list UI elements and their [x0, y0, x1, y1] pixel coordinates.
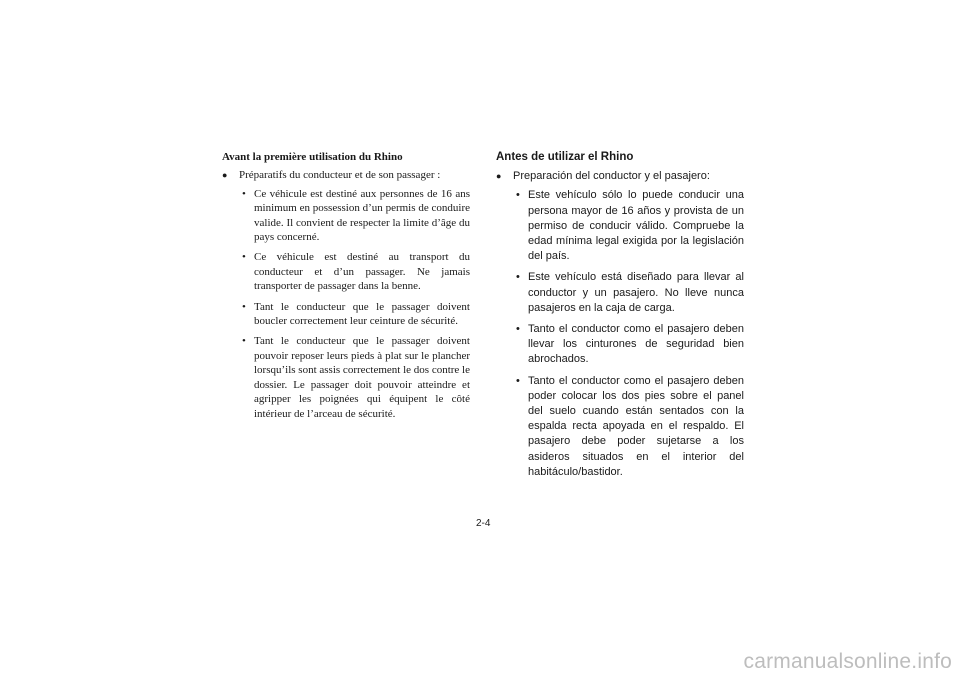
small-bullet-icon: •	[242, 335, 246, 348]
spanish-list-item	[496, 374, 744, 480]
french-column	[222, 150, 470, 427]
spanish-level1-text: Preparación del conductor y el pasajero:	[513, 170, 710, 183]
watermark: carmanualsonline.info	[743, 650, 952, 673]
small-bullet-icon: •	[516, 374, 520, 387]
small-bullet-icon: •	[516, 323, 520, 336]
page-number: 2-4	[476, 518, 491, 529]
spanish-level1-item	[496, 169, 744, 184]
spanish-heading: Antes de utilizar el Rhino	[496, 151, 634, 163]
small-bullet-icon: •	[516, 189, 520, 202]
french-list-item	[222, 300, 470, 329]
spanish-list-text: Tanto el conductor como el pasajero deben poder colocar los dos pies sobre el panel del suelo cuando están sentados con la espalda recta apoyada en el respaldo. El pasajero debe poder sujetarse a los asideros situados en el interior del habitáculo/bastidor.	[528, 374, 744, 478]
small-bullet-icon: •	[242, 300, 246, 313]
spanish-list-item	[496, 270, 744, 316]
small-bullet-icon: •	[242, 251, 246, 264]
spanish-list-text: Este vehículo está diseñado para llevar al conductor y un pasajero. No lleve nunca pasajeros en la caja de carga.	[528, 271, 744, 314]
round-bullet-icon: ●	[222, 170, 228, 181]
french-heading: Avant la première utilisation du Rhino	[222, 151, 403, 163]
french-list-text: Ce véhicule est destiné au transport du conducteur et d’un passager. Ne jamais transporter de passager dans la benne.	[254, 251, 470, 293]
french-list-text: Ce véhicule est destiné aux personnes de 16 ans minimum en possession d’un permis de conduire valide. Il convient de respecter la limite d’âge du pays concerné.	[254, 187, 470, 244]
spanish-column	[496, 150, 744, 486]
spanish-list-text: Tanto el conductor como el pasajero deben llevar los cinturones de seguridad bien abrochados.	[528, 323, 744, 366]
spanish-list-item	[496, 188, 744, 264]
french-list-text: Tant le conducteur que le passager doivent pouvoir reposer leurs pieds à plat sur le plancher lorsqu’ils sont assis correctement le dos contre le dossier. Le passager doit pouvoir atteindre et agripper les poignées qui équipent le côté intérieur de l’arceau de sécurité.	[254, 335, 470, 420]
french-level1-text: Préparatifs du conducteur et de son passager :	[239, 169, 441, 182]
french-level1-item	[222, 168, 470, 182]
french-list-item	[222, 250, 470, 293]
small-bullet-icon: •	[242, 187, 246, 200]
french-list-item	[222, 334, 470, 420]
spanish-list-text: Este vehículo sólo lo puede conducir una persona mayor de 16 años y provista de un permiso de conducir válido. Compruebe la edad mínima legal exigida por la legislación del país.	[528, 189, 744, 263]
small-bullet-icon: •	[516, 271, 520, 284]
spanish-list-item	[496, 322, 744, 368]
round-bullet-icon: ●	[496, 171, 502, 182]
french-list-text: Tant le conducteur que le passager doivent boucler correctement leur ceinture de sécurité.	[254, 300, 470, 328]
french-list-item	[222, 187, 470, 245]
